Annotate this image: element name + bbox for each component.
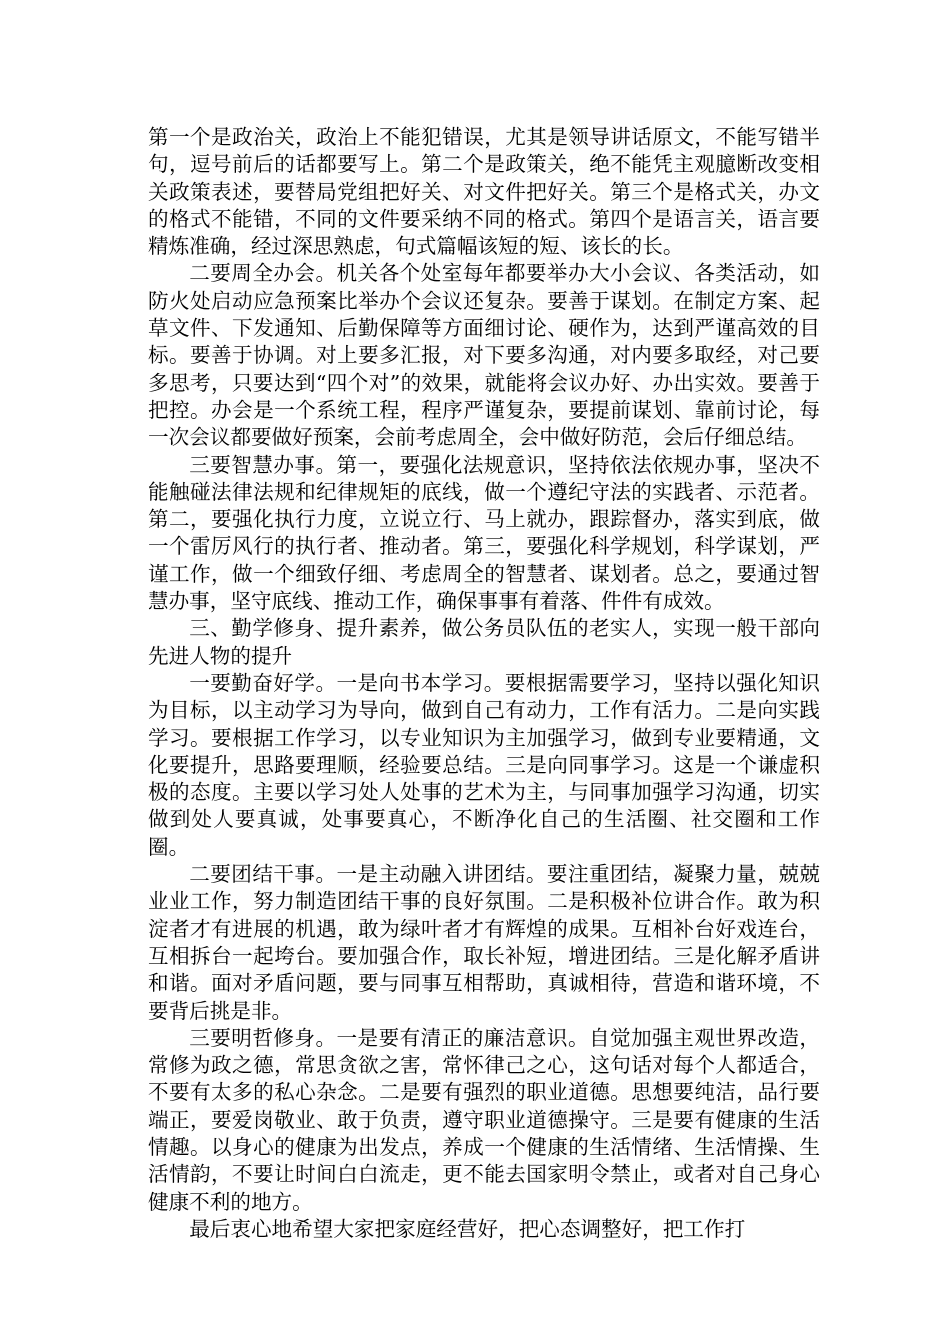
paragraph-smart-work: 三要智慧办事。第一，要强化法规意识，坚持依法依规办事，坚决不能触碰法律法规和纪律规矩的底线，做一个遵纪守法的实践者、示范者。第二，要强化执行力度，立说立行、马上就办，跟踪督办，落实到底，做一个雷厉风行的执行者、推动者。第三，要强化科学规划，科学谋划，严谨工作，做一个细致仔细、考虑周全的智慧者、谋划者。总之，要通过智慧办事，坚守底线、推动工作，确保事事有着落、件件有成效。	[148, 452, 820, 614]
paragraph-self-cultivation: 三要明哲修身。一是要有清正的廉洁意识。自觉加强主观世界改造，常修为政之德，常思贪欲之害，常怀律己之心，这句话对每个人都适合，不要有太多的私心杂念。二是要有强烈的职业道德。思想要纯洁，品行要端正，要爱岗敬业、敢于负责，遵守职业道德操守。三是要有健康的生活情趣。以身心的健康为出发点，养成一个健康的生活情绪、生活情操、生活情韵，不要让时间白白流走，更不能去国家明令禁止，或者对自己身心健康不利的地方。	[148, 1025, 820, 1214]
paragraph-unity: 二要团结干事。一是主动融入讲团结。要注重团结，凝聚力量，兢兢业业工作，努力制造团结干事的良好氛围。二是积极补位讲合作。敢为积淀者才有进展的机遇，敢为绿叶者才有辉煌的成果。互相补台好戏连台，互相拆台一起垮台。要加强合作，取长补短，增进团结。三是化解矛盾讲和谐。面对矛盾问题，要与同事互相帮助，真诚相待，营造和谐环境，不要背后挑是非。	[148, 862, 820, 1023]
paragraph-study: 一要勤奋好学。一是向书本学习。要根据需要学习，坚持以强化知识为目标，以主动学习为导向，做到自己有动力，工作有活力。二是向实践学习。要根据工作学习，以专业知识为主加强学习，做到专业要精通，文化要提升，思路要理顺，经验要总结。三是向同事学习。这是一个谦虚积极的态度。主要以学习处人处事的艺术为主，与同事加强学习沟通，切实做到处人要真诚，处事要真心，不断净化自己的生活圈、社交圈和工作圈。	[148, 670, 820, 859]
document-body	[148, 124, 820, 1243]
section-heading-three: 三、勤学修身、提升素养，做公务员队伍的老实人，实现一般干部向先进人物的提升	[148, 616, 820, 668]
paragraph-political-checks: 第一个是政治关，政治上不能犯错误，尤其是领导讲话原文，不能写错半句，逗号前后的话都要写上。第二个是政策关，绝不能凭主观臆断改变相关政策表述，要替局党组把好关、对文件把好关。第三个是格式关，办文的格式不能错，不同的文件要采纳不同的格式。第四个是语言关，语言要精炼准确，经过深思熟虑，句式篇幅该短的短、该长的长。	[148, 125, 820, 259]
paragraph-closing: 最后衷心地希望大家把家庭经营好，把心态调整好，把工作打	[189, 1216, 746, 1241]
paragraph-meetings: 二要周全办会。机关各个处室每年都要举办大小会议、各类活动，如防火处启动应急预案比举办个会议还复杂。要善于谋划。在制定方案、起草文件、下发通知、后勤保障等方面细讨论、硬作为，达到严谨高效的目标。要善于协调。对上要多汇报，对下要多沟通，对内要多取经，对己要多思考，只要达到“四个对”的效果，就能将会议办好、办出实效。要善于把控。办会是一个系统工程，程序严谨复杂，要提前谋划、靠前讨论，每一次会议都要做好预案，会前考虑周全，会中做好防范，会后仔细总结。	[148, 261, 820, 450]
